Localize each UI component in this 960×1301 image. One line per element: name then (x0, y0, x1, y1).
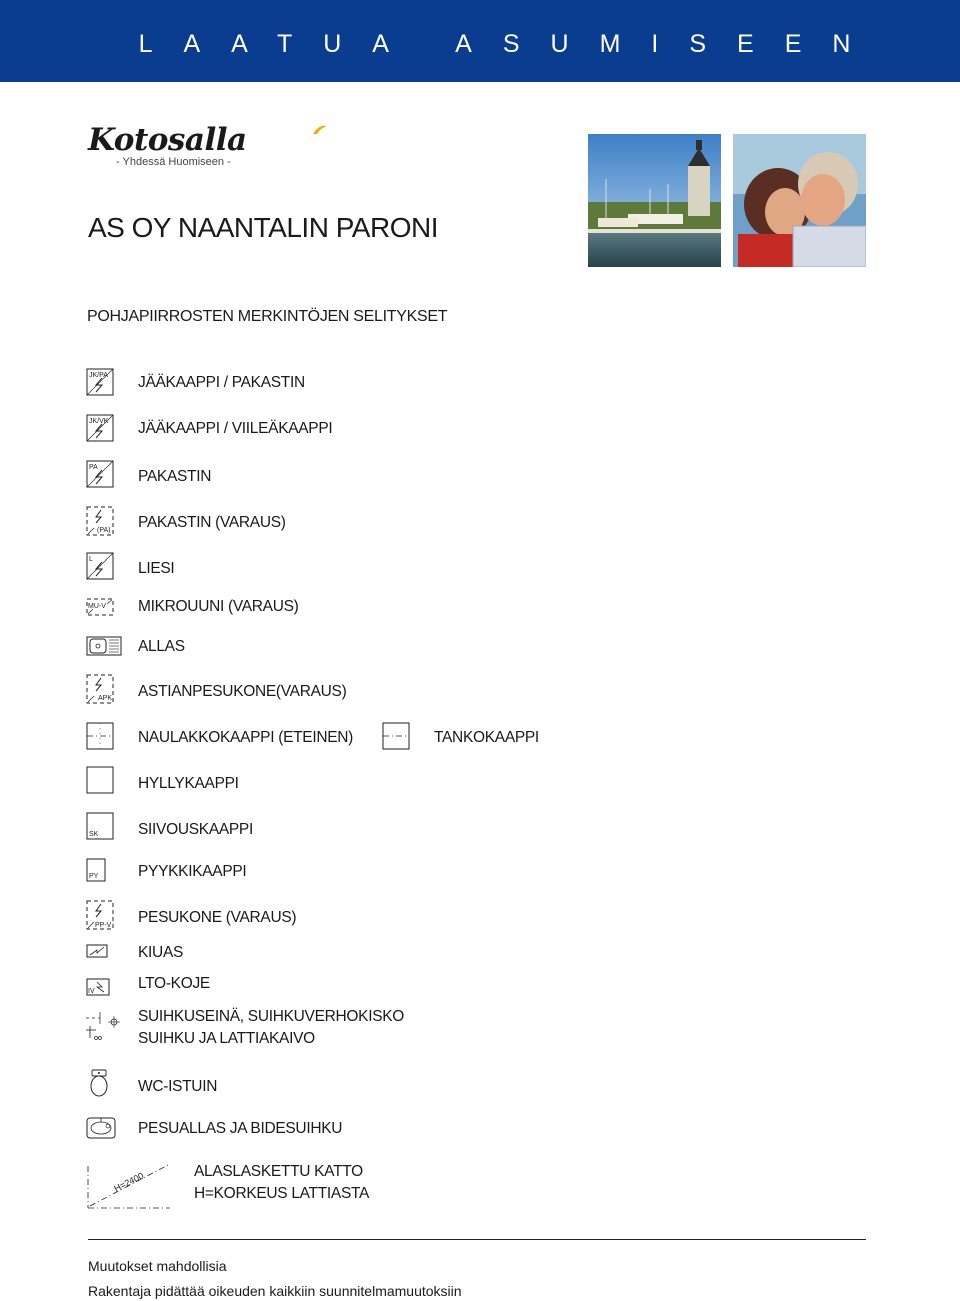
couple-photo (733, 134, 866, 267)
legend-allas: ALLAS (138, 638, 185, 655)
legend-heading: POHJAPIIRROSTEN MERKINTÖJEN SELITYKSET (87, 308, 448, 325)
legend-astianpesukone: ASTIANPESUKONE(VARAUS) (138, 683, 347, 700)
shower-symbol-icon (84, 1010, 126, 1044)
legend-pesukone: PESUKONE (VARAUS) (138, 909, 297, 926)
ceiling-height-value: H=2400 (112, 1170, 146, 1194)
legend-wc-istuin: WC-ISTUIN (138, 1078, 218, 1095)
legend-jaakaappi-pakastin: JÄÄKAAPPI / PAKASTIN (138, 374, 305, 391)
legend-hyllykaappi: HYLLYKAAPPI (138, 775, 239, 792)
washbasin-symbol-icon (86, 1114, 116, 1140)
legend-pakastin-varaus: PAKASTIN (VARAUS) (138, 514, 286, 531)
stove-symbol-icon (86, 552, 114, 580)
legend-mikrouuni: MIKROUUNI (VARAUS) (138, 598, 299, 615)
rod-closet-symbol-icon (382, 722, 410, 750)
toilet-symbol-icon (88, 1068, 110, 1098)
legend-tankokaappi: TANKOKAAPPI (434, 729, 539, 746)
pa-reservation-code: (PA) (97, 527, 111, 534)
legend-kiuas: KIUAS (138, 944, 184, 961)
harbour-photo (588, 134, 721, 267)
ventilation-unit-symbol-icon (86, 978, 110, 996)
stove-code: L (89, 556, 93, 563)
footer-divider (88, 1239, 866, 1240)
ventilation-unit-code: IV (88, 988, 95, 995)
footer-note-rights: Rakentaja pidättää oikeuden kaikkiin suunnitelmamuutoksiin (88, 1283, 462, 1299)
jk-pa-symbol-icon (86, 368, 114, 396)
brand-name: Kotosalla (88, 122, 247, 158)
sauna-stove-symbol-icon (86, 944, 108, 958)
brand-tagline: - Yhdessä Huomiseen - (116, 156, 231, 168)
legend-suihkuseina: SUIHKUSEINÄ, SUIHKUVERHOKISKO (138, 1008, 405, 1025)
cleaning-closet-code: SK (89, 831, 99, 838)
logo-star-icon (311, 124, 329, 136)
legend-jaakaappi-viileakaappi: JÄÄKAAPPI / VIILEÄKAAPPI (138, 420, 333, 437)
pa-reservation-symbol-icon (86, 506, 114, 536)
cleaning-closet-symbol-icon (86, 812, 114, 840)
legend-siivouskaappi: SIIVOUSKAAPPI (138, 821, 253, 838)
dishwasher-code: APK (98, 695, 113, 702)
coat-closet-symbol-icon (86, 722, 114, 750)
washing-machine-symbol-icon (86, 900, 114, 930)
sink-symbol-icon (86, 636, 122, 656)
microwave-symbol-icon (86, 598, 114, 616)
pa-symbol-icon (86, 460, 114, 488)
brand-logo (88, 122, 247, 168)
footer-note-changes: Muutokset mahdollisia (88, 1258, 227, 1274)
legend-alaslaskettu-katto: ALASLASKETTU KATTO (194, 1163, 363, 1180)
banner-slogan: LAATUA ASUMISEEN (138, 30, 882, 58)
legend-liesi: LIESI (138, 560, 175, 577)
legend-suihku-lattiakaivo: SUIHKU JA LATTIAKAIVO (138, 1030, 315, 1047)
dishwasher-symbol-icon (86, 674, 114, 704)
laundry-closet-code: PY (89, 873, 99, 880)
washing-machine-code: PP-V (95, 922, 112, 929)
document-title: AS OY NAANTALIN PARONI (88, 212, 438, 243)
shelf-closet-symbol-icon (86, 766, 114, 794)
legend-h-korkeus: H=KORKEUS LATTIASTA (194, 1185, 370, 1202)
legend-naulakkokaappi: NAULAKKOKAAPPI (ETEINEN) (138, 729, 354, 746)
legend-pesuallas: PESUALLAS JA BIDESUIHKU (138, 1120, 343, 1137)
microwave-code: MU-V (88, 603, 106, 610)
legend-pakastin: PAKASTIN (138, 468, 212, 485)
jk-vk-symbol-icon (86, 414, 114, 442)
lowered-ceiling-symbol-icon (86, 1160, 174, 1214)
pa-code: PA (89, 464, 98, 471)
legend-pyykkikaappi: PYYKKIKAAPPI (138, 863, 247, 880)
legend-lto-koje: LTO-KOJE (138, 975, 210, 992)
laundry-closet-symbol-icon (86, 858, 106, 882)
jk-pa-code: JK/PA (89, 372, 108, 379)
top-banner (0, 0, 960, 82)
jk-vk-code: JK/VK (89, 418, 109, 425)
